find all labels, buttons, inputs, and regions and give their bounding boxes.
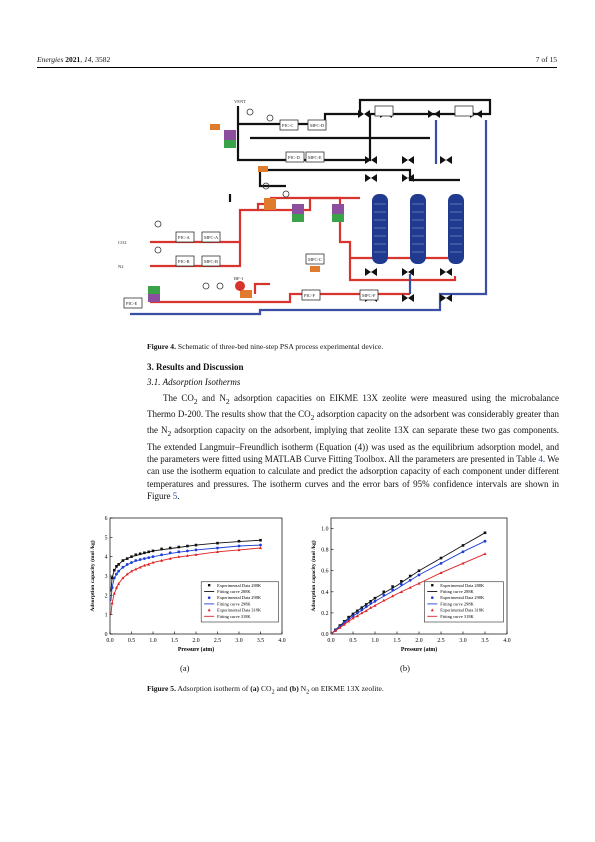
x-tick-label: 4.0 [503, 638, 511, 644]
x-tick-label: 1.0 [371, 638, 379, 644]
legend-label: Experimental Data 298K [217, 595, 262, 601]
legend-label: Fitting curve 298K [217, 601, 251, 607]
chart-n2-isotherm [303, 512, 517, 657]
x-tick-label: 0.0 [327, 638, 335, 644]
x-axis-label: Pressure (atm) [400, 647, 438, 653]
y-tick-label: 0.4 [321, 589, 329, 596]
chart-co2-isotherm [92, 512, 292, 657]
panel-a-label: (a) [180, 663, 190, 673]
pic-c-label: PIC-C [282, 123, 294, 128]
pic-d-label: PIC-D [288, 155, 300, 160]
x-tick-label: 0.5 [349, 638, 357, 644]
x-tick-label: 1.5 [393, 638, 401, 644]
y-tick-label: 6 [104, 516, 108, 522]
pic-b-label: PIC-B [178, 259, 190, 264]
journal-year: 2021 [65, 55, 81, 64]
legend-label: Experimental Data 318K [440, 607, 485, 613]
legend-label: Experimental Data 318K [217, 607, 262, 613]
x-tick-label: 3.0 [235, 638, 243, 644]
x-tick-label: 1.5 [170, 638, 179, 644]
panel-b-label: (b) [400, 663, 410, 673]
legend-swatch [431, 584, 433, 586]
section-heading: 3. Results and Discussion [147, 362, 244, 372]
legend-label: Experimental Data 288K [440, 582, 485, 588]
x-tick-label: 3.5 [256, 638, 265, 644]
y-tick-label: 0.2 [321, 610, 329, 617]
legend-swatch [431, 596, 434, 599]
mfc-e-label: MFC-E [308, 155, 322, 160]
y-axis-label: Adsorption capacity (mol /kg) [311, 540, 317, 612]
x-tick-label: 0.0 [106, 638, 114, 644]
page-header [37, 50, 557, 68]
figure-reference-link[interactable]: 5 [172, 491, 178, 502]
y-axis-label: Adsorption capacity (mol /kg) [90, 540, 96, 612]
figure-4-caption [147, 342, 383, 351]
legend-label: Fitting curve 288K [217, 589, 251, 594]
legend-label: Fitting curve 298K [440, 601, 474, 607]
y-tick-label: 2 [104, 593, 108, 600]
y-tick-label: 1.0 [321, 526, 329, 533]
x-tick-label: 3.5 [481, 638, 489, 644]
figure-5-label: Figure 5. [147, 684, 176, 693]
n2-inlet-label: N2 [118, 264, 124, 269]
legend-label: Fitting curve 318K [217, 613, 251, 619]
vent-label: VENT [234, 99, 246, 104]
body-paragraph: The $CO_2$ and $N_2$ adsorption capacities on EIKME 13X zeolite were measured using the microbalance Thermo D-200. The results show that the $CO_2$ adsorption capacity on the adsorbent was considerably greater than the $N_2$ adsorption capacity on the adsorbent, implying that zeolite 13X can separate these two gas components. The extended Langmuir–Freundlich isotherm (Equation (4)) was used as the equilibrium adsorption model, and the parameters were fitted using MATLAB Curve Fitting Toolbox. All the parameters are presented in Table 4. We can use the isotherm equation to calculate and predict the adsorption capacity of each component under different temperatures and pressures. The isotherm curves and the error bars of 95% confidence intervals are shown in Figure 5. [147, 393, 560, 502]
x-tick-label: 2.0 [192, 638, 200, 644]
pic-e-label: PIC-E [126, 301, 138, 306]
valve-array [124, 106, 482, 308]
pic-a-label: PIC-A [178, 235, 190, 240]
x-tick-label: 0.5 [127, 638, 136, 644]
figure-5-caption: Figure 5. Adsorption isotherm of (a) $CO_2$ and (b) $N_2$ on EIKME 13X zeolite. [147, 684, 384, 696]
legend-label: Experimental Data 288K [217, 582, 262, 588]
figure-4-text: Schematic of three-bed nine-step PSA process experimental device. [177, 342, 384, 351]
x-tick-label: 2.5 [213, 638, 222, 644]
legend-label: Fitting curve 318K [440, 613, 474, 619]
mfc-f-label: MFC-F [362, 293, 376, 298]
x-tick-label: 3.0 [459, 638, 467, 644]
page-number: 7 of 15 [535, 55, 557, 64]
y-tick-label: 3 [104, 574, 108, 580]
y-tick-label: 0.6 [321, 568, 329, 575]
mfc-d-label: MFC-D [310, 123, 325, 128]
y-tick-label: 5 [104, 535, 108, 542]
product-line-black [238, 100, 490, 160]
x-tick-label: 4.0 [278, 638, 286, 644]
bf-label: BF-1 [234, 276, 244, 281]
y-tick-label: 1 [104, 612, 108, 619]
article-number: 3582 [95, 55, 111, 64]
journal-volume: 14 [84, 55, 92, 64]
journal-name: Energies [37, 55, 64, 64]
figure-4-label: Figure 4. [147, 342, 176, 351]
exhaust-line-blue [130, 120, 486, 314]
legend-swatch [208, 596, 211, 599]
subsection-heading: 3.1. Adsorption Isotherms [147, 377, 241, 387]
journal-citation: Energies 2021, 14, 3582 [37, 55, 111, 64]
co2-inlet-label: CO2 [118, 240, 127, 245]
x-axis-label: Pressure (atm) [177, 647, 215, 653]
x-tick-label: 2.5 [437, 638, 445, 644]
x-tick-label: 1.0 [149, 638, 157, 644]
legend-label: Experimental Data 298K [440, 595, 485, 601]
adsorption-bed-columns [372, 194, 464, 264]
n2-feed-line [150, 242, 240, 266]
y-tick-label: 0.0 [321, 632, 329, 638]
psa-schematic-figure [110, 94, 508, 334]
table-reference-link[interactable]: 4 [538, 454, 543, 465]
y-tick-label: 0 [104, 632, 108, 638]
y-tick-label: 4 [104, 554, 108, 561]
y-tick-label: 0.8 [321, 547, 329, 554]
mfc-a-label: MFC-A [204, 235, 219, 240]
mfc-c-label: MFC-C [308, 257, 323, 262]
pic-f-label: PIC-F [304, 293, 316, 298]
x-tick-label: 2.0 [415, 638, 423, 644]
legend-swatch [208, 584, 210, 586]
legend-label: Fitting curve 288K [440, 589, 474, 594]
mfc-b-label: MFC-B [204, 259, 219, 264]
